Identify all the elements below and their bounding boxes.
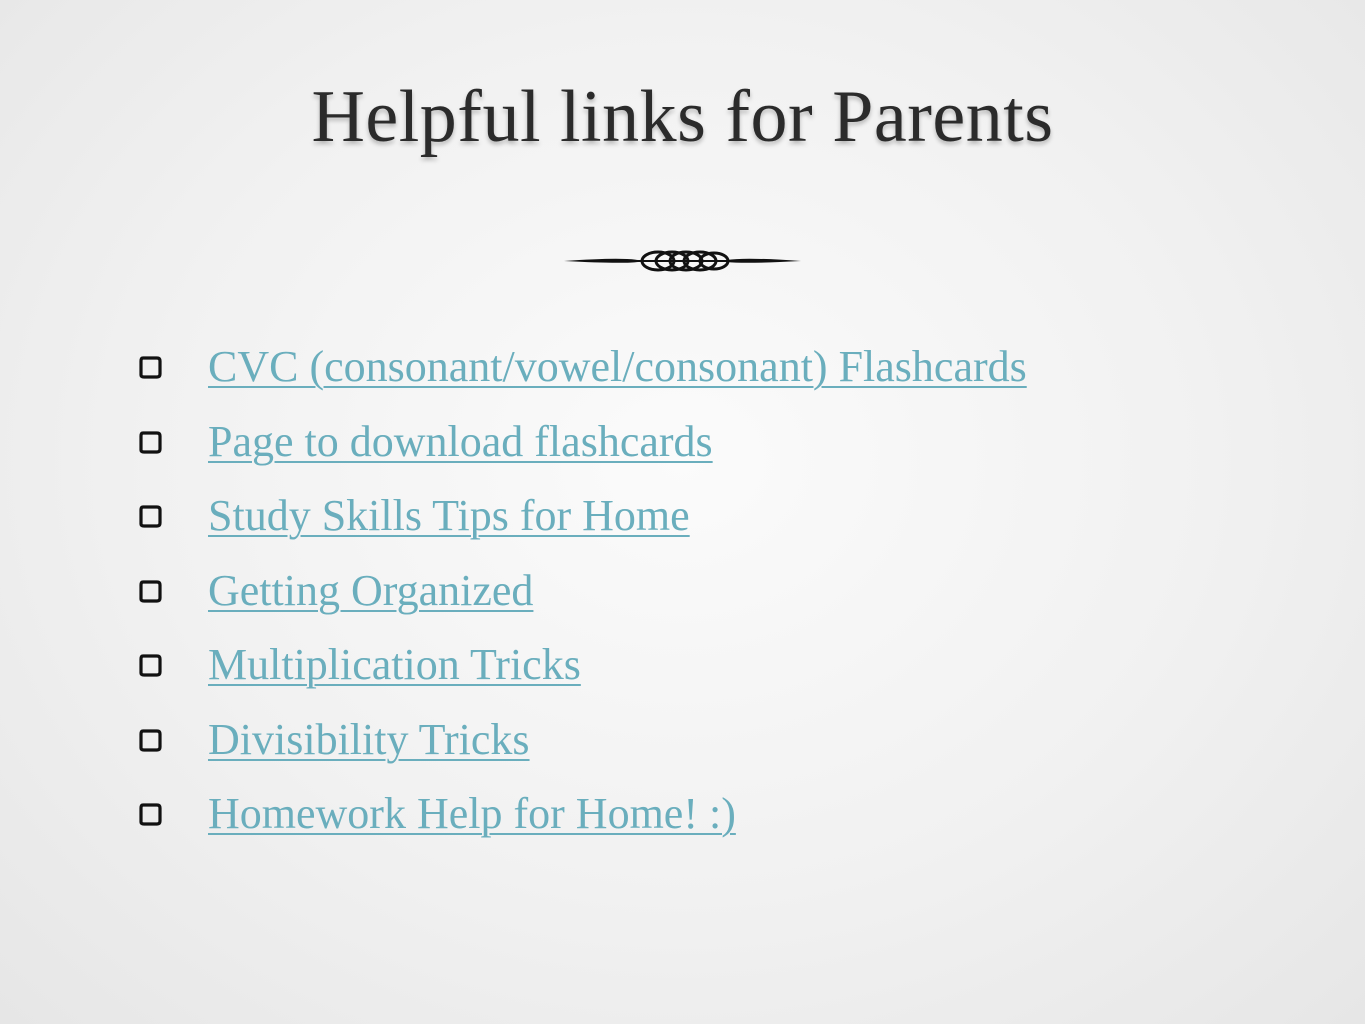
link-getting-organized[interactable]: Getting Organized <box>208 565 534 615</box>
checkbox-bullet-icon <box>138 504 163 529</box>
checkbox-bullet-icon <box>138 355 163 380</box>
link-multiplication-tricks[interactable]: Multiplication Tricks <box>208 640 581 690</box>
list-item <box>138 330 1288 405</box>
list-item <box>138 628 1288 703</box>
checkbox-bullet-icon <box>138 579 163 604</box>
list-item <box>138 405 1288 480</box>
list-item <box>138 554 1288 629</box>
list-item <box>138 777 1288 852</box>
link-list <box>138 330 1288 852</box>
checkbox-bullet-icon <box>138 802 163 827</box>
link-cvc-flashcards[interactable]: CVC (consonant/vowel/consonant) Flashcards <box>208 342 1027 392</box>
link-study-skills[interactable]: Study Skills Tips for Home <box>208 491 690 541</box>
checkbox-bullet-icon <box>138 653 163 678</box>
scroll-flourish-icon <box>560 240 805 282</box>
list-item <box>138 479 1288 554</box>
checkbox-bullet-icon <box>138 430 163 455</box>
slide-title: Helpful links for Parents <box>311 76 1054 158</box>
link-download-flashcards[interactable]: Page to download flashcards <box>208 416 713 466</box>
link-homework-help[interactable]: Homework Help for Home! :) <box>208 789 736 839</box>
list-item <box>138 703 1288 778</box>
link-divisibility-tricks[interactable]: Divisibility Tricks <box>208 714 530 764</box>
checkbox-bullet-icon <box>138 728 163 753</box>
